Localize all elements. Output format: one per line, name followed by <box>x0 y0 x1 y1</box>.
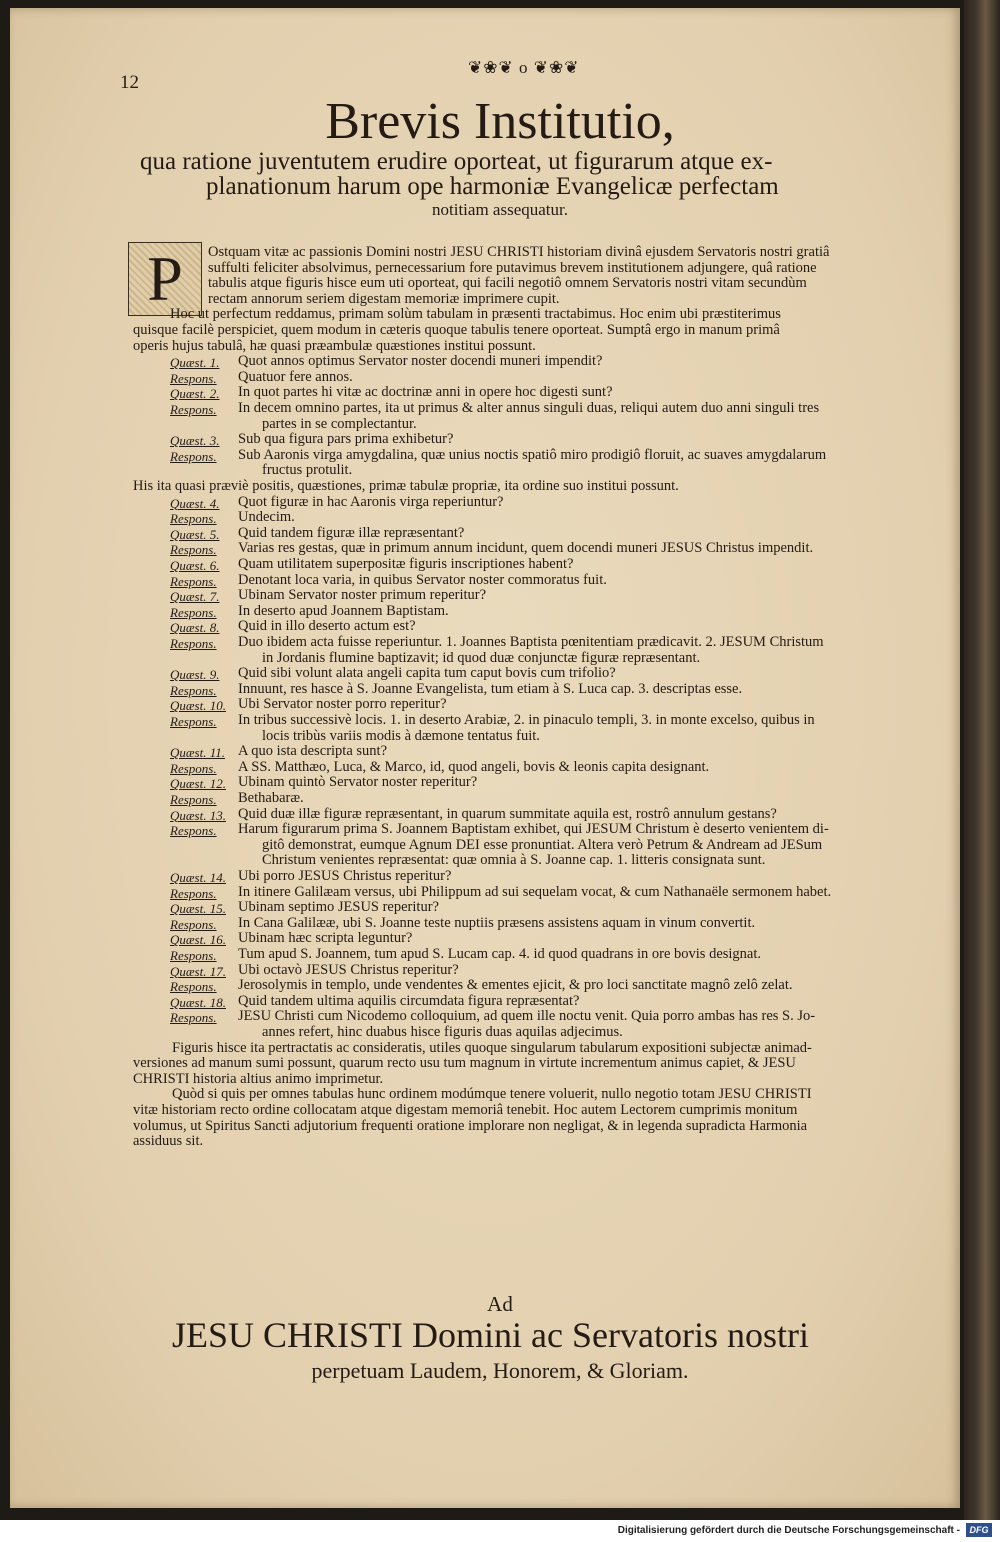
qa-text-line: Ubi octavò JESUS Christus reperitur? <box>238 961 459 978</box>
header-ornament: ❦❀❦ o ❦❀❦ <box>468 58 580 77</box>
qa-text-line: Quam utilitatem superpositæ figuris inscriptiones habent? <box>238 556 574 572</box>
qa-label: Respons. <box>170 682 217 698</box>
qa-label: Quæst. 12. <box>170 776 226 792</box>
qa-text-line: Jerosolymis in templo, unde vendentes & ementes ejicit, & pro loci sanctitate magnô zelô zelat. <box>238 977 793 994</box>
qa-label: Respons. <box>170 370 217 386</box>
subtitle-line: notitiam assequatur. <box>432 200 568 219</box>
qa-text-line: Christum venientes repræsentat: quæ omnia à S. Joanne cap. 1. litteris consignata sunt. <box>262 852 766 869</box>
closing-line: volumus, ut Spiritus Sancti adjutorium frequenti oratione implorare non negligat, & in legenda supradicta Harmonia <box>133 1117 808 1134</box>
qa-label: Quæst. 1. <box>170 355 220 371</box>
qa-label: Respons. <box>170 542 217 558</box>
qa-label: Respons. <box>170 402 217 417</box>
qa-text-line: Quid in illo deserto actum est? <box>238 618 416 635</box>
qa-label: Quæst. 11. <box>170 745 226 761</box>
qa-text-line: in Jordanis flumine baptizavit; id quod duæ conjunctæ figuræ repræsentant. <box>262 649 701 666</box>
closing-line: assiduus sit. <box>133 1133 204 1150</box>
qa-label: Respons. <box>170 948 217 963</box>
qa-label: Respons. <box>170 573 217 589</box>
qa-text-line: Varias res gestas, quæ in primum annum incidunt, quem docendi muneri JESUS Christus impendit. <box>238 540 814 557</box>
qa-text-line: annes refert, hinc duabus hisce figuris duas aquilas adjecimus. <box>262 1024 623 1040</box>
qa-label: Quæst. 8. <box>170 620 220 636</box>
footer-bar <box>0 1520 1000 1542</box>
intro-line: Ostquam vitæ ac passionis Domini nostri JESU CHRISTI historiam divinâ ejusdem Servatoris nostri gratiâ <box>208 244 830 260</box>
decorated-initial: P <box>128 242 202 316</box>
qa-label: Quæst. 16. <box>170 932 226 948</box>
qa-text-line: Quot figuræ in hac Aaronis virga reperiuntur? <box>238 493 504 510</box>
intro-line: quisque facilè perspiciet, quem modum in cæteris quoque tabulis tenere oporteat. Sumptâ ergo in manum primâ <box>133 322 780 338</box>
intro-line: suffulti feliciter absolvimus, pernecessarium fore putavimus brevem institutionem adjungere, quâ ratione <box>208 259 817 276</box>
qa-text-line: In Cana Galilææ, ubi S. Joanne teste nuptiis præsens assistens aquam in vinum convertit. <box>238 914 756 931</box>
qa-text-line: In quot partes hi vitæ ac doctrinæ anni in opere hoc digesti sunt? <box>238 384 613 401</box>
qa-label: Quæst. 13. <box>170 807 226 823</box>
page-title: Brevis Institutio, <box>325 93 675 150</box>
closing-line: vitæ historiam recto ordine collocatam atque digestam memoriâ tenebit. Hoc autem Lectorem cumprimis monitum <box>133 1102 798 1118</box>
qa-text-line: Quatuor fere annos. <box>238 368 353 385</box>
qa-text-line: Ubinam quintò Servator noster reperitur? <box>238 774 478 791</box>
qa-text-line: A quo ista descripta sunt? <box>238 743 388 760</box>
qa-text-line: Ubi Servator noster porro reperitur? <box>238 696 447 713</box>
qa-text-line: Ubinam Servator noster primum reperitur? <box>238 587 487 604</box>
qa-label: Respons. <box>170 1010 217 1026</box>
qa-label: Respons. <box>170 916 217 932</box>
qa-text-line: Innuunt, res hasce à S. Joanne Evangelista, tum etiam à S. Luca cap. 3. descriptas esse. <box>238 680 743 697</box>
qa-text-line: In itinere Galilæam versus, ubi Philippum ad sui sequelam vocat, & cum Nathanaële sermonem habet. <box>238 883 832 900</box>
intro-line: rectam annorum seriem digestam memoriæ imprimere cupit. <box>208 290 560 307</box>
qa-text-line: Ubinam hæc scripta leguntur? <box>238 930 413 947</box>
qa-label: Quæst. 9. <box>170 667 220 683</box>
intro-line: Hoc ut perfectum reddamus, primam solùm tabulam in præsenti tractabimus. Hoc enim ubi præstiterimus <box>170 306 781 323</box>
qa-text-line: Duo ibidem acta fuisse reperiuntur. 1. Joannes Baptista pœnitentiam prædicavit. 2. JESUM Christum <box>238 634 824 650</box>
qa-label: Quæst. 4. <box>170 495 220 511</box>
dfg-logo: DFG <box>966 1523 992 1537</box>
qa-text-line: Tum apud S. Joannem, tum apud S. Lucam cap. 4. id quod quadrans in ore bovis designat. <box>238 946 762 962</box>
qa-label: Respons. <box>170 511 217 527</box>
qa-text-line: gitô demonstrat, eumque Agnum DEI esse pronuntiat. Altera verò Petrum & Andream ad JESum <box>262 836 823 853</box>
qa-text-line: Sub Aaronis virga amygdalina, quæ unius noctis spatiô miro prodigiô floruit, ac suaves amygdalarum <box>238 446 827 463</box>
qa-text-line: locis tribùs variis modis à dæmone tentatus fuit. <box>262 727 540 744</box>
closing-line: CHRISTI historia altius animo imprimetur. <box>133 1070 384 1087</box>
qa-label: Quæst. 5. <box>170 526 220 542</box>
qa-label: Quæst. 10. <box>170 698 226 714</box>
qa-text-line: Undecim. <box>238 509 295 526</box>
closing-line: Figuris hisce ita pertractatis ac consideratis, utiles quoque singularum tabularum expositioni subjectæ animad- <box>172 1039 812 1056</box>
subtitle-line: planationum harum ope harmoniæ Evangelicæ perfectam <box>206 173 779 200</box>
footer-credit: Digitalisierung gefördert durch die Deutsche Forschungsgemeinschaft - <box>617 1525 960 1536</box>
qa-text-line: Sub qua figura pars prima exhibetur? <box>238 431 454 448</box>
dedication-line: perpetuam Laudem, Honorem, & Gloriam. <box>311 1358 689 1383</box>
qa-label: Respons. <box>170 760 217 776</box>
qa-text-line: Quot annos optimus Servator noster docendi muneri impendit? <box>238 353 603 370</box>
qa-label: Quæst. 7. <box>170 589 220 605</box>
qa-label: Quæst. 3. <box>170 433 220 449</box>
closing-line: Quòd si quis per omnes tabulas hunc ordinem modúmque tenere voluerit, nullo negotio totam JESU CHRISTI <box>172 1086 812 1103</box>
qa-label: Respons. <box>170 823 217 839</box>
intro-line: tabulis atque figuris hisce eum uti oporteat, qui facili negotiô omnem Servatoris nostri vitam secundùm <box>208 275 807 292</box>
closing-line: versiones ad manum sumi possunt, quarum recto usu tum magnum in virtute incrementum animus capiet, & JESU <box>133 1055 796 1072</box>
qa-text-line: Denotant loca varia, in quibus Servator noster commoratus fuit. <box>238 571 607 588</box>
qa-label: Respons. <box>170 636 217 651</box>
qa-text-line: Ubinam septimo JESUS reperitur? <box>238 899 439 916</box>
qa-label: Respons. <box>170 604 217 620</box>
qa-text-line: In tribus successivè locis. 1. in deserto Arabiæ, 2. in pinaculo templi, 3. in monte excelso, quibus in <box>238 712 815 728</box>
intro-line: operis hujus tabulâ, hæ quasi præambulæ quæstiones institui possunt. <box>133 337 536 354</box>
qa-label: Quæst. 14. <box>170 870 226 885</box>
qa-label: Respons. <box>170 448 217 464</box>
qa-text-line: partes in se complectantur. <box>262 415 417 432</box>
qa-text-line: A SS. Matthæo, Luca, & Marco, id, quod angeli, bovis & leonis capita designant. <box>238 758 710 775</box>
qa-text-line: Bethabaræ. <box>238 790 304 806</box>
qa-text-line: Quid sibi volunt alata angeli capita tum caput bovis cum trifolio? <box>238 665 616 682</box>
qa-text-line: JESU Christi cum Nicodemo colloquium, ad quem ille noctu venit. Quia porro ambas has res S. Jo- <box>238 1008 816 1025</box>
subtitle-line: qua ratione juventutem erudire oporteat, ut figurarum atque ex- <box>140 148 773 175</box>
transition-line: His ita quasi præviè positis, quæstiones, primæ tabulæ propriæ, ita ordine suo institui possunt. <box>133 478 679 494</box>
qa-label: Quæst. 18. <box>170 994 226 1010</box>
qa-text-line: Harum figurarum prima S. Joannem Baptistam exhibet, qui JESUM Christum è deserto venientem di- <box>238 821 829 838</box>
qa-label: Respons. <box>170 714 217 729</box>
qa-label: Quæst. 6. <box>170 558 220 573</box>
qa-label: Respons. <box>170 792 217 807</box>
qa-text-line: fructus protulit. <box>262 462 353 479</box>
qa-text-line: Quid duæ illæ figuræ repræsentant, in quarum summitate aquila est, rostrô annulum gestans? <box>238 805 777 822</box>
qa-label: Quæst. 2. <box>170 386 220 402</box>
qa-text-line: Ubi porro JESUS Christus reperitur? <box>238 868 452 884</box>
dedication-ad: Ad <box>487 1292 513 1316</box>
qa-text-line: In deserto apud Joannem Baptistam. <box>238 602 449 619</box>
dedication-line: JESU CHRISTI Domini ac Servatoris nostri <box>172 1315 809 1355</box>
qa-label: Quæst. 17. <box>170 963 226 979</box>
qa-text-line: Quid tandem ultima aquilis circumdata figura repræsentat? <box>238 992 580 1009</box>
qa-label: Respons. <box>170 979 217 995</box>
qa-text-line: Quid tandem figuræ illæ repræsentant? <box>238 524 465 541</box>
qa-label: Respons. <box>170 885 217 901</box>
page-number: 12 <box>120 72 139 93</box>
qa-label: Quæst. 15. <box>170 901 226 917</box>
qa-text-line: In decem omnino partes, ita ut primus & alter annus singuli duas, reliqui autem duo anni singuli tres <box>238 400 820 416</box>
